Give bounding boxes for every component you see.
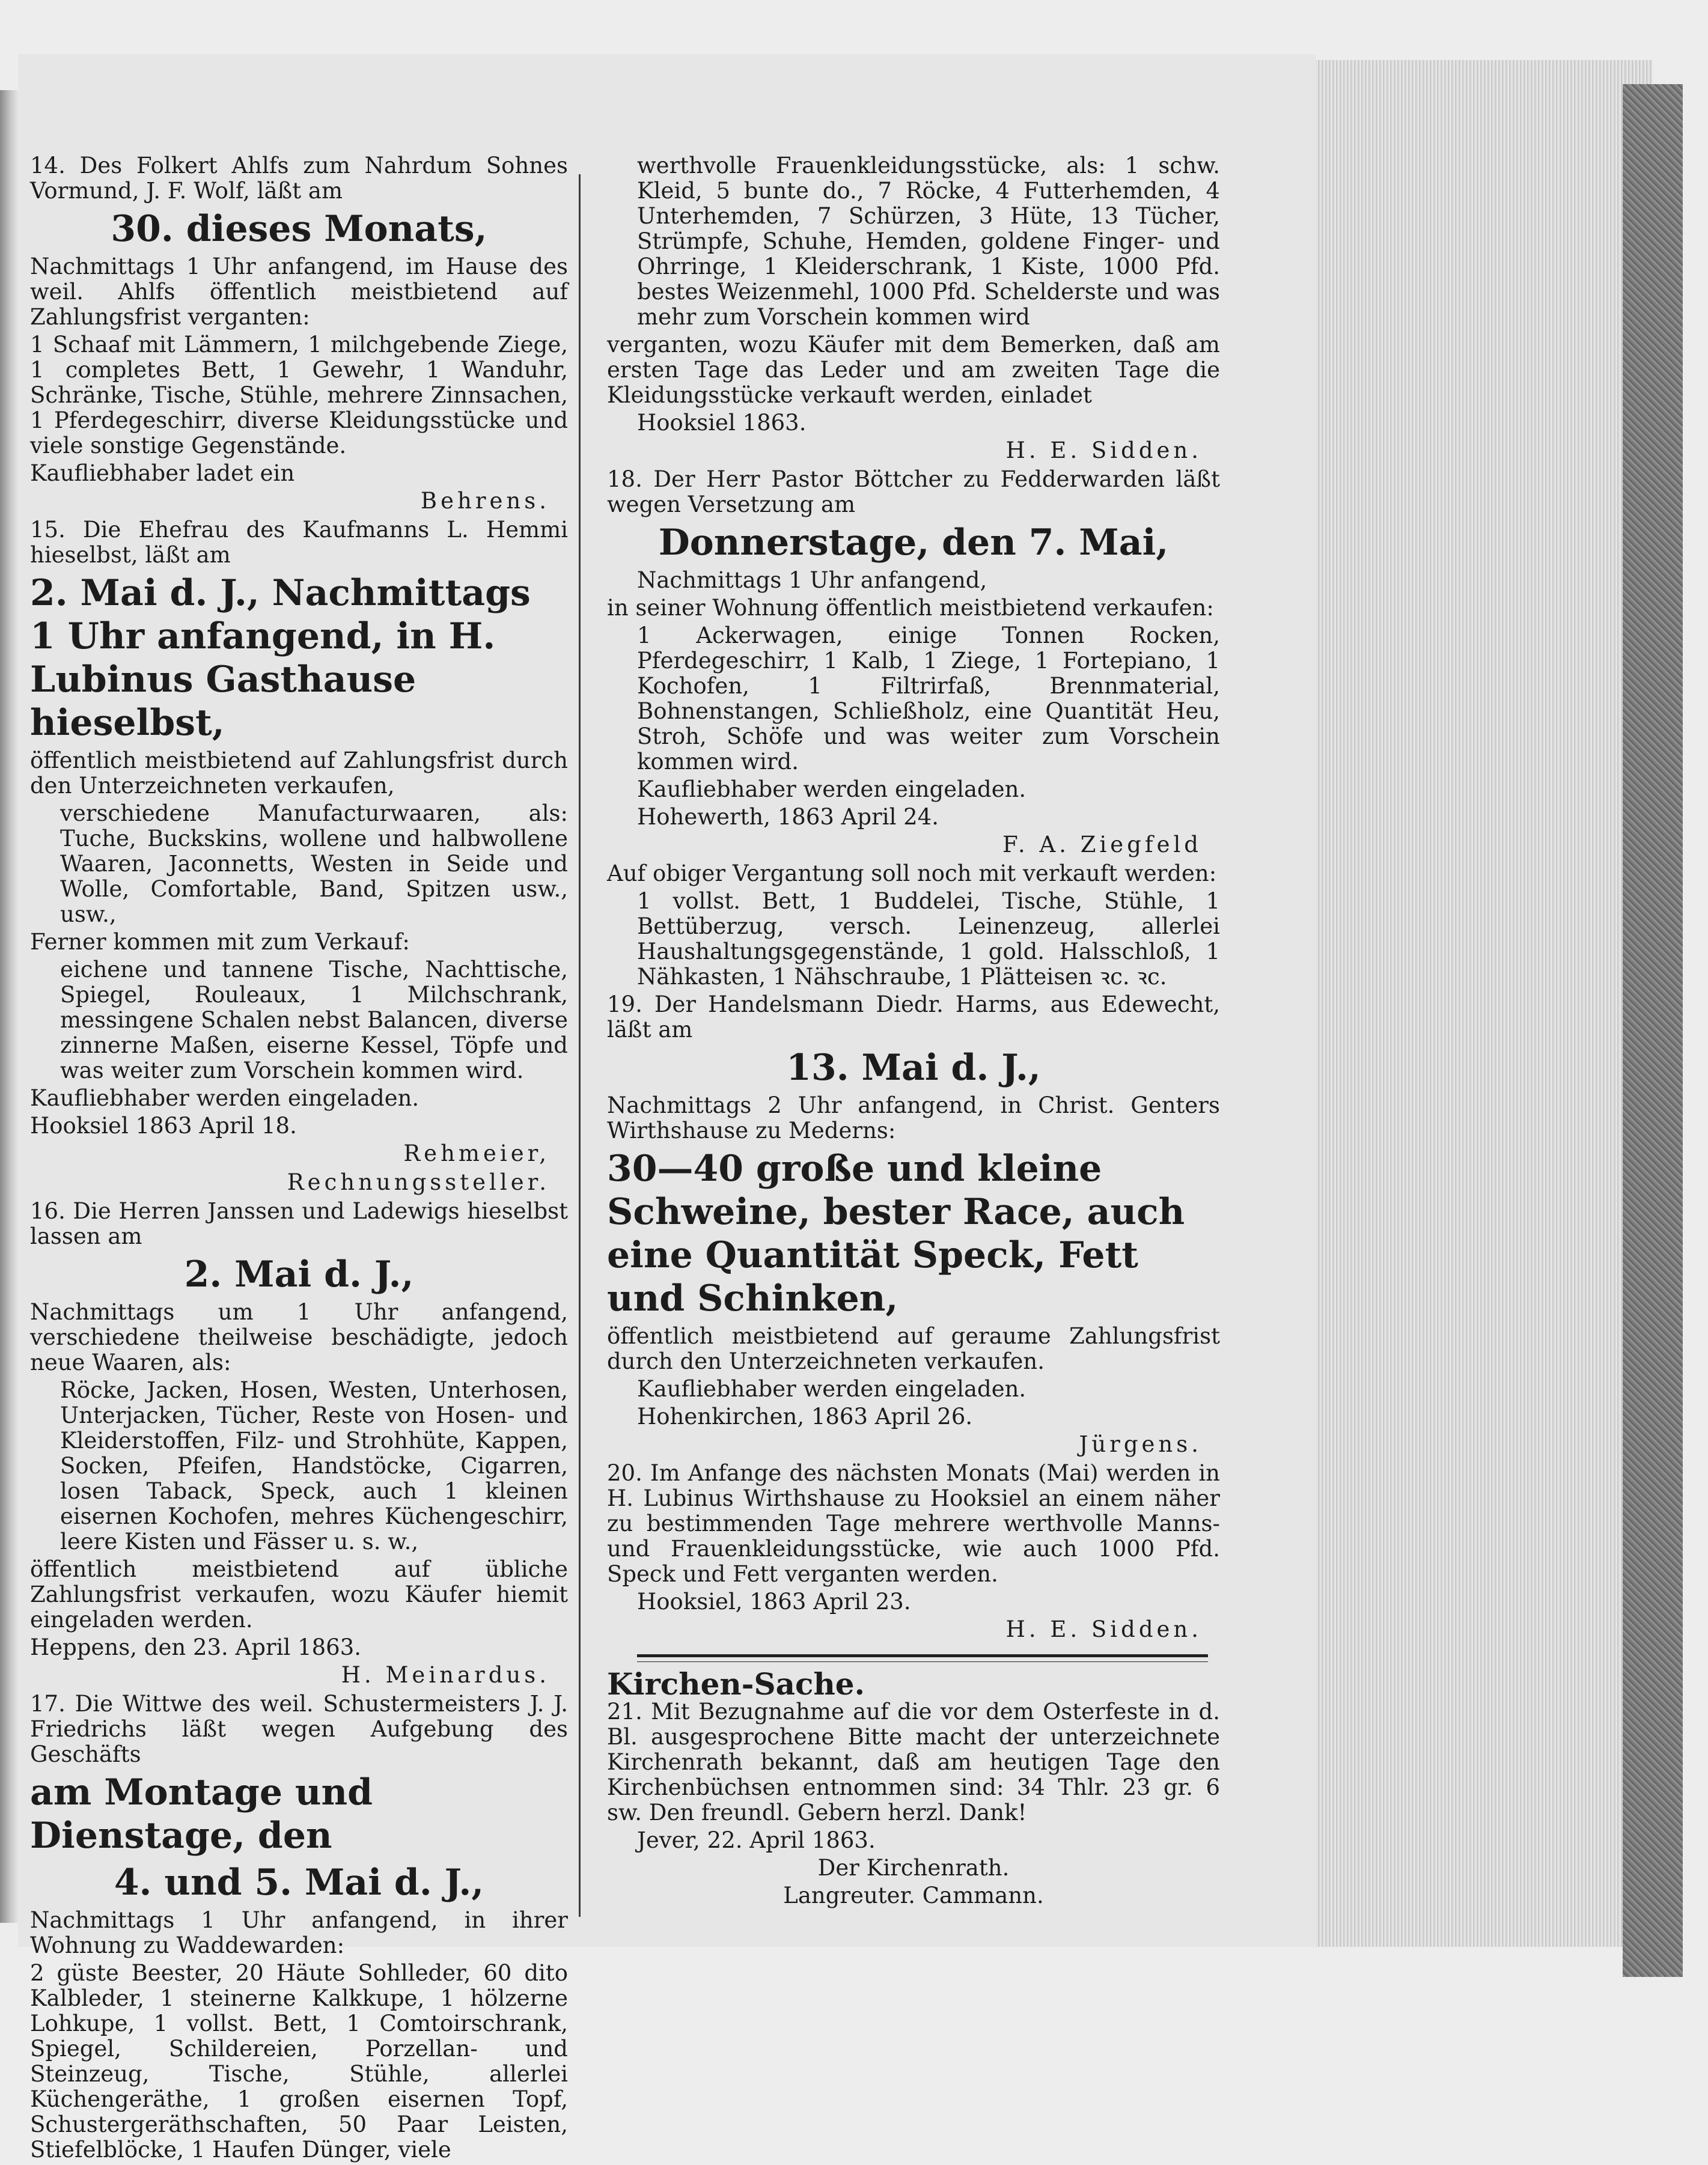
notice-15-intro: 15. Die Ehefrau des Kaufmanns L. Hemmi hieselbst, läßt am [30,517,568,568]
right-column [607,153,1220,1911]
notice-19-close: öffentlich meistbietend auf geraume Zahlungsfrist durch den Unterzeichneten verkaufen. [607,1323,1220,1374]
notice-15-close: Kaufliebhaber werden eingeladen. [30,1085,419,1111]
notice-16-body: Nachmittags um 1 Uhr anfangend, verschiedene theilweise beschädigte, jedoch neue Waaren, als: [30,1299,568,1375]
notice-19-intro: 19. Der Handelsmann Diedr. Harms, aus Edewecht, läßt am [607,991,1220,1043]
notice-21-text: 21. Mit Bezugnahme auf die vor dem Osterfeste in d. Bl. ausgesprochene Bitte macht der unterzeichnete Kirchenrath bekannt, daß am heutigen Tage den Kirchenbüchsen entnommen sind: 34 Thlr. 23 gr. 6 sw. Den freundl. Gebern herzl. Dank! [607,1699,1220,1825]
notice-19-invite: Kaufliebhaber werden eingeladen. [637,1376,1026,1402]
notice-21-signer-names: Langreuter. Cammann. [783,1883,1044,1908]
left-column [30,153,568,2165]
notice-15-date: 2. Mai d. J., Nachmittags 1 Uhr anfangend, in H. Lubinus Gasthause hieselbst, [30,572,531,744]
notice-17-close: verganten, wozu Käufer mit dem Bemerken, daß am ersten Tage das Leder und am zweiten Tage die Kleidungsstücke verkauft werden, einladet [607,332,1220,408]
notice-14-body: Nachmittags 1 Uhr anfangend, im Hause des weil. Ahlfs öffentlich meistbietend auf Zahlungsfrist verganten: [30,254,568,330]
notice-18-place-date: Hohewerth, 1863 April 24. [637,804,939,830]
notice-17-items: 2 güste Beester, 20 Häute Sohlleder, 60 dito Kalbleder, 1 steinerne Kalkkupe, 1 hölzerne Lohkupe, 1 vollst. Bett, 1 Comtoirschrank, Spiegel, Schildereien, Porzellan- und Steinzeug, Tische, Stühle, allerlei Küchengeräthe, 1 großen eisernen Topf, Schustergeräthschaften, 50 Paar Leisten, Stiefelblöcke, 1 Haufen Dünger, viele [30,1960,568,2163]
notice-17-date-line1: am Montage und Dienstage, den [30,1771,373,1857]
notice-14-items: 1 Schaaf mit Lämmern, 1 milchgebende Ziege, 1 completes Bett, 1 Gewehr, 1 Wanduhr, Schränke, Tische, Stühle, mehrere Zinnsachen, 1 Pferdegeschirr, diverse Kleidungsstücke und viele sonstige Gegenstände. [30,332,568,458]
notice-16-close: öffentlich meistbietend auf übliche Zahlungsfrist verkaufen, wozu Käufer hiemit eingeladen werden. [30,1556,568,1633]
notice-16-place-date: Heppens, den 23. April 1863. [30,1634,361,1660]
notice-17-date-line2: 4. und 5. Mai d. J., [114,1862,484,1904]
notice-17-place-date: Hooksiel 1863. [637,410,807,436]
page-block-edges [1316,60,1653,1947]
notice-14-intro: 14. Des Folkert Ahlfs zum Nahrdum Sohnes Vormund, J. F. Wolf, läßt am [30,153,568,204]
notice-18-body: in seiner Wohnung öffentlich meistbietend verkaufen: [607,595,1214,621]
notice-15-items: verschiedene Manufacturwaaren, als: Tuche, Buckskins, wollene und halbwollene Waaren, Jaconnetts, Westen in Seide und Wolle, Comfortable, Band, Spitzen usw., usw., [60,800,568,927]
notice-15-body: öffentlich meistbietend auf Zahlungsfrist durch den Unterzeichneten verkaufen, [30,748,568,799]
notice-14-signer: Behrens. [420,488,550,514]
notice-21-place-date: Jever, 22. April 1863. [637,1827,876,1853]
notice-18-addendum-items: 1 vollst. Bett, 1 Buddelei, Tische, Stühle, 1 Bettüberzug, versch. Leinenzeug, allerlei Haushaltungsgegenstände, 1 gold. Halsschloß, 1 Nähkasten, 1 Nähschraube, 1 Plätteisen ꝛc. ꝛc. [637,888,1220,990]
notice-19-goods: 30—40 große und kleine Schweine, bester Race, auch eine Quantität Speck, Fett und Schinken, [607,1148,1185,1320]
notice-20-place-date: Hooksiel, 1863 April 23. [637,1589,911,1615]
notice-18-date: Donnerstage, den 7. Mai, [658,522,1169,564]
notice-19-signer: Jürgens. [1079,1431,1202,1457]
notice-20-signer: H. E. Sidden. [1005,1616,1202,1642]
notice-18-intro: 18. Der Herr Pastor Böttcher zu Fedderwarden läßt wegen Versetzung am [607,466,1220,517]
notice-18-addendum: Auf obiger Vergantung soll noch mit verkauft werden: [607,860,1217,886]
section-rule [637,1654,1208,1662]
notice-14-close: Kaufliebhaber ladet ein [30,460,295,486]
notice-15-signer-name: Rehmeier, [403,1140,550,1166]
notice-18-close: Kaufliebhaber werden eingeladen. [637,776,1026,802]
notice-19-body: Nachmittags 2 Uhr anfangend, in Christ. Genters Wirthshause zu Mederns: [607,1092,1220,1143]
notice-18-signer: F. A. Ziegfeld [1002,832,1202,857]
notice-16-signer: H. Meinardus. [341,1662,550,1688]
notice-15-signer-title: Rechnungssteller. [287,1169,550,1195]
notice-18-time: Nachmittags 1 Uhr anfangend, [637,567,987,593]
book-cover-edge [1623,84,1683,1977]
column-divider [579,174,581,1917]
notice-15-more-items: eichene und tannene Tische, Nachttische, Spiegel, Rouleaux, 1 Milchschrank, messingene Schalen nebst Balancen, diverse zinnerne Maßen, eiserne Kessel, Töpfe und was weiter zum Vorschein kommen wird. [60,957,568,1083]
notice-16-date: 2. Mai d. J., [184,1253,414,1296]
section-title: Kirchen-Sache. [607,1666,865,1702]
notice-17-body: Nachmittags 1 Uhr anfangend, in ihrer Wohnung zu Waddewarden: [30,1907,568,1958]
notice-15-more-intro: Ferner kommen mit zum Verkauf: [30,929,410,955]
notice-17-signer: H. E. Sidden. [1005,437,1202,463]
notice-15-place-date: Hooksiel 1863 April 18. [30,1113,297,1139]
facing-page-edge [0,90,18,1923]
notice-21-signer-title: Der Kirchenrath. [817,1855,1010,1881]
notice-17-continued: werthvolle Frauenkleidungsstücke, als: 1 schw. Kleid, 5 bunte do., 7 Röcke, 4 Futterhemden, 4 Unterhemden, 7 Schürzen, 3 Hüte, 13 Tücher, Strümpfe, Schuhe, Hemden, goldene Finger- und Ohrringe, 1 Kleiderschrank, 1 Kiste, 1000 Pfd. bestes Weizenmehl, 1000 Pfd. Schelderste und was mehr zum Vorschein kommen wird [637,153,1220,330]
notice-16-items: Röcke, Jacken, Hosen, Westen, Unterhosen, Unterjacken, Tücher, Reste von Hosen- und Kleiderstoffen, Filz- und Strohhüte, Kappen, Socken, Pfeifen, Handstöcke, Cigarren, losen Taback, Speck, auch 1 kleinen eisernen Kochofen, mehres Küchengeschirr, leere Kisten und Fässer u. s. w., [60,1377,568,1554]
notice-17-intro: 17. Die Wittwe des weil. Schustermeisters J. J. Friedrichs läßt wegen Aufgebung des Geschäfts [30,1691,568,1767]
notice-14-date: 30. dieses Monats, [111,208,487,250]
notice-18-items: 1 Ackerwagen, einige Tonnen Rocken, Pferdegeschirr, 1 Kalb, 1 Ziege, 1 Fortepiano, 1 Kochofen, 1 Filtrirfaß, Brennmaterial, Bohnenstangen, Schließholz, eine Quantität Heu, Stroh, Schöfe und was weiter zum Vorschein kommen wird. [637,623,1220,775]
notice-20-text: 20. Im Anfange des nächsten Monats (Mai) werden in H. Lubinus Wirthshause zu Hooksiel an einem näher zu bestimmenden Tage mehrere werthvolle Manns- und Frauenkleidungsstücke, wie auch 1000 Pfd. Speck und Fett verganten werden. [607,1460,1220,1587]
notice-19-date: 13. Mai d. J., [786,1047,1041,1089]
notice-19-place-date: Hohenkirchen, 1863 April 26. [637,1404,973,1430]
notice-16-intro: 16. Die Herren Janssen und Ladewigs hieselbst lassen am [30,1198,568,1249]
